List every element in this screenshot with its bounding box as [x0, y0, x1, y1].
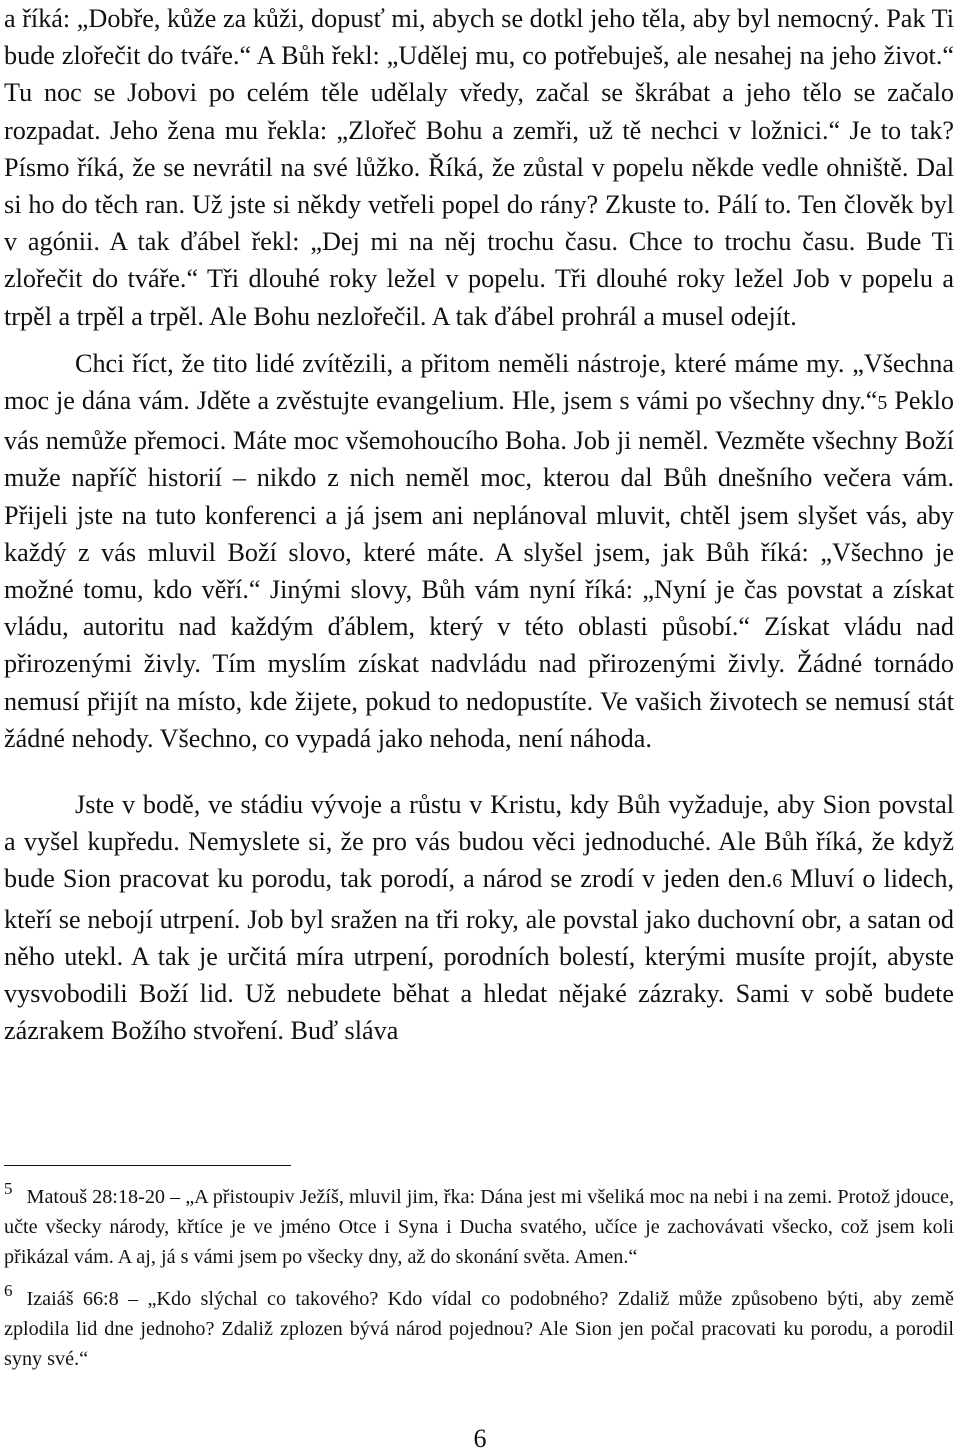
paragraph-3 [4, 786, 954, 1049]
footnote-text: Izaiáš 66:8 – „Kdo slýchal co takového? Kdo vídal co podobného? Zdaliž může způsobeno býti, aby země zplodila lid dne jednoho? Zdaliž zplozen bývá národ pojednou? Ale Sion jen počal pracovati ku porodu, a porodil syny své.“ [4, 1288, 954, 1370]
footnote-text: Matouš 28:18-20 – „A přistoupiv Ježíš, mluvil jim, řka: Dána jest mi všeliká moc na nebi i na zemi. Protož jdouce, učte všecky národy, křtíce je ve jméno Otce i Syna i Ducha svatého, učíce je zachovávati všecko, což jsem koli přikázal vám. A aj, já s vámi jsem po všecky dny, až do skonání světa. Amen.“ [4, 1186, 954, 1268]
footnote-separator [4, 1165, 291, 1166]
footnotes [4, 1174, 954, 1374]
paragraph-3-text-a: Jste v bodě, ve stádiu vývoje a růstu v Kristu, kdy Bůh vyžaduje, aby Sion povstal a vyšel kupředu. Nemyslete si, že pro vás budou věci jednoduché. Ale Bůh říká, že když bude Sion pracovat ku porodu, tak porodí, a národ se zrodí v jeden den. [4, 790, 954, 894]
paragraph-3-text-b: Mluví o lidech, kteří se nebojí utrpení. Job byl sražen na tři roky, ale povstal jako duchovní obr, a satan od něho utekl. A tak je určitá míra utrpení, porodních bolestí, kterými musíte projít, abyste vysvobodili Boží lid. Už nebudete běhat a hledat nějaké zázraky. Sami v sobě budete zázrakem Božího stvoření. Buď sláva [4, 864, 954, 1046]
footnote-ref-6: 6 [772, 870, 783, 893]
footnote-6 [4, 1276, 954, 1374]
paragraph-2 [4, 345, 954, 757]
footnote-mark: 5 [4, 1179, 13, 1198]
paragraph-2-text-a: Chci říct, že tito lidé zvítězili, a přitom neměli nástroje, které máme my. „Všechna moc je dána vám. Jděte a zvěstujte evangelium. Hle, jsem s vámi po všechny dny.“ [4, 348, 954, 416]
page-number: 6 [473, 1424, 487, 1453]
footnote-mark: 6 [4, 1281, 13, 1300]
footnote-ref-5: 5 [877, 392, 888, 415]
paragraph-1: a říká: „Dobře, kůže za kůži, dopusť mi, abych se dotkl jeho těla, aby byl nemocný. Pak Ti bude zlořečit do tváře.“ A Bůh řekl: „Udělej mu, co potřebuješ, ale nesahej na jeho život.“ Tu noc se Jobovi po celém těle udělaly vředy, začal se škrábat a jeho tělo se začalo rozpadat. Jeho žena mu řekla: „Zlořeč Bohu a zemři, už tě nechci v ložnici.“ Je to tak? Písmo říká, že se nevrátil na své lůžko. Říká, že zůstal v popelu někde vedle ohniště. Dal si ho do těch ran. Už jste si někdy vetřeli popel do rány? Zkuste to. Pálí to. Ten člověk byl v agónii. A tak ďábel řekl: „Dej mi na něj trochu času. Chce to trochu času. Bude Ti zlořečit do tváře.“ Tři dlouhé roky ležel v popelu. Tři dlouhé roky ležel Job v popelu a trpěl a trpěl a trpěl. Ale Bohu nezlořečil. A tak ďábel prohrál a musel odejít. [4, 4, 954, 331]
footnote-5 [4, 1174, 954, 1272]
paragraph-2-text-b: Peklo vás nemůže přemoci. Máte moc všemohoucího Boha. Job ji neměl. Vezměte všechny Boží muže napříč historií – nikdo z nich neměl moc, kterou dal Bůh dnešního večera vám. Přijeli jste na tuto konferenci a já jsem ani neplánoval mluvit, chtěl jsem slyšet vás, aby každý z vás mluvil Boží slovo, které máte. A slyšel jsem, jak Bůh říká: „Všechno je možné tomu, kdo věří.“ Jinými slovy, Bůh vám nyní říká: „Nyní je čas povstat a získat vládu, autoritu nad každým ďáblem, který v této oblasti působí.“ Získat vládu nad přirozenými živly. Tím myslím získat nadvládu nad přirozenými živly. Žádné tornádo nemusí přijít na místo, kde žijete, pokud to nedopustíte. Ve vašich životech se nemusí stát žádné nehody. Všechno, co vypadá jako nehoda, není náhoda. [4, 386, 954, 753]
document-page [4, 0, 954, 1370]
